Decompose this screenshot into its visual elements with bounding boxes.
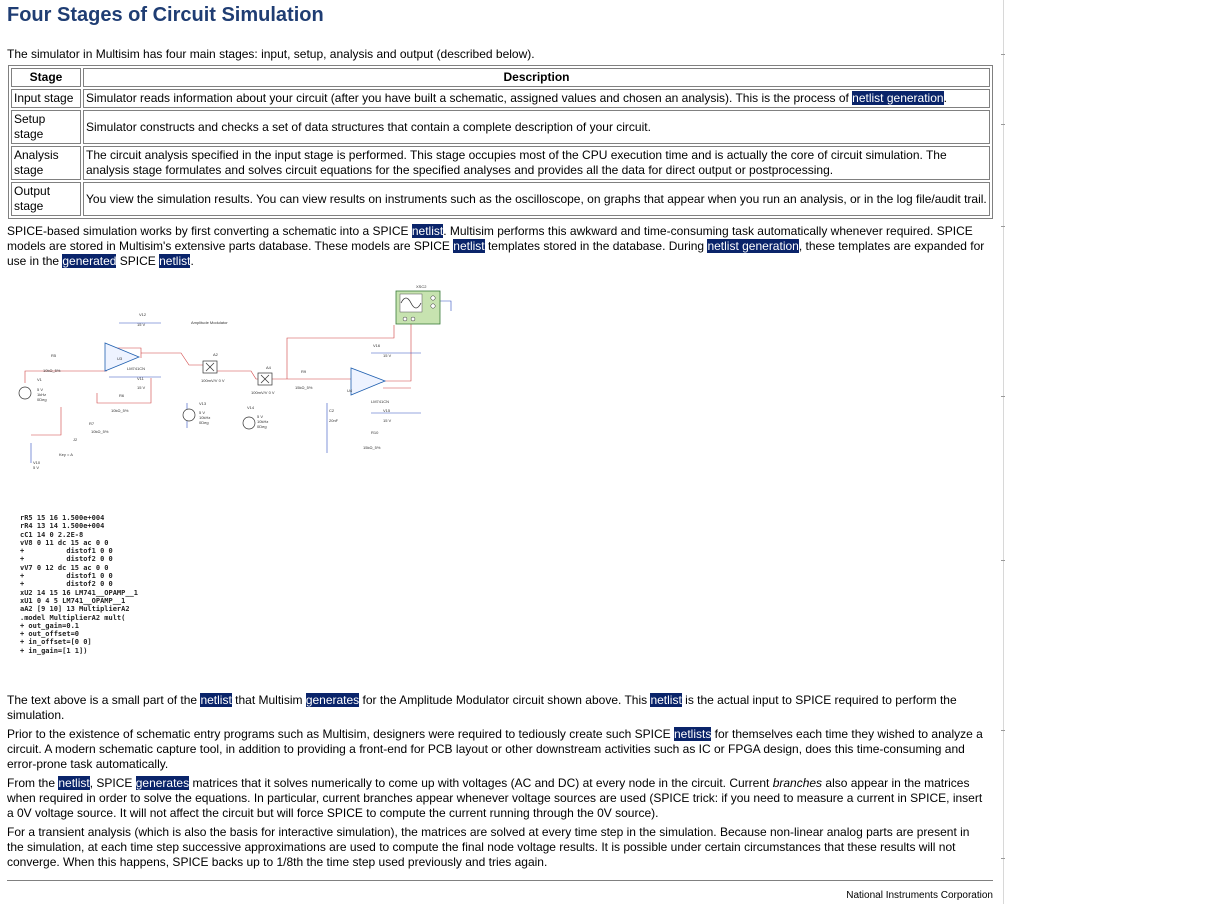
amplitude-modulator-schematic [11, 283, 471, 473]
label: 5 V [257, 414, 264, 419]
emphasis: branches [772, 776, 823, 790]
label: Key = A [59, 452, 73, 457]
text: for the Amplitude Modulator circuit shown above. This [359, 693, 651, 707]
label: 0Deg [37, 397, 47, 402]
table-row [11, 110, 990, 144]
stage-cell: Input stage [11, 89, 81, 108]
footer-text: National Instruments Corporation [846, 890, 993, 901]
netlist-paragraph [7, 693, 987, 723]
netlist-line: xU2 14 15 16 LM741__OPAMP__1 [20, 588, 139, 597]
label: V14 [247, 405, 255, 410]
scroll-frame-line [1003, 0, 1004, 904]
label: A4 [266, 365, 271, 370]
netlist-line: rR4 13 14 1.500e+004 [20, 522, 105, 531]
netlist-line: + out_gain=0.1 [20, 621, 80, 630]
label: 10kΩ_5% [43, 368, 61, 373]
page-title: Four Stages of Circuit Simulation [7, 4, 324, 26]
label: V15 [383, 408, 391, 413]
label: 10kHz [257, 419, 269, 424]
label: 15 V [137, 385, 146, 390]
table-row [11, 89, 990, 108]
help-page [7, 0, 993, 901]
label: LM741CN [371, 399, 390, 404]
text: SPICE-based simulation works by first converting a schematic into a SPICE [7, 224, 412, 238]
netlist-line: vV7 0 12 dc 15 ac 0 0 [20, 563, 109, 572]
highlight-term[interactable]: netlist generation [852, 91, 944, 105]
stage-cell: Output stage [11, 182, 81, 216]
text: . [190, 254, 194, 268]
label: U4 [347, 388, 353, 393]
label: U3 [117, 356, 123, 361]
transient-paragraph: For a transient analysis (which is also the basis for interactive simulation), the matrices are solved at every time step in the simulation. Because non-linear analog parts are present in the simulation, at each time step successive approximations are used to compute the final node voltage results. It is possible under certain circumstances that these results will not converge. When this happens, SPICE backs up to 1/8th the time step used previously and tries again. [7, 825, 970, 869]
label: 20nF [329, 418, 339, 423]
text: also appear in the matrices when required in order to solve the equations. In particular, current branches appear whenever voltage sources are used (SPICE trick: if you need to measure a current in SPICE, insert a 0V voltage source. It will not affect the circuit but will force SPICE to compute the current running through the 0V source). [7, 776, 983, 820]
label: V13 [199, 401, 207, 406]
label: 15kΩ_5% [295, 385, 313, 390]
netlist-line: + out_offset=0 [20, 630, 80, 639]
label: 5 V [37, 387, 44, 392]
history-paragraph [7, 727, 987, 772]
label: V12 [139, 312, 147, 317]
highlight-term[interactable]: netlist [200, 693, 232, 707]
label: 10kΩ_5% [111, 408, 129, 413]
label: 15 V [137, 322, 146, 327]
label: LM741CN [127, 366, 146, 371]
highlight-term[interactable]: netlist [411, 224, 444, 238]
netlist-line: + in_offset=[0 0] [20, 638, 92, 647]
label: 10kHz [199, 415, 211, 420]
label: 100mV/V 0 V [251, 390, 275, 395]
netlist-line: rR5 15 16 1.500e+004 [20, 514, 105, 522]
netlist-line: xU1 0 4 5 LM741__OPAMP__1 [20, 596, 126, 605]
label: J2 [73, 437, 78, 442]
header-stage: Stage [11, 68, 81, 87]
label: 0Deg [199, 420, 209, 425]
label: R5 [51, 353, 57, 358]
netlist-line: .model MultiplierA2 mult( [20, 613, 126, 622]
netlist-line: + distof2 0 0 [20, 555, 113, 564]
label: 5 V [199, 410, 206, 415]
netlist-line: cC1 14 0 2.2E-8 [20, 530, 84, 539]
oscilloscope-icon [396, 291, 440, 324]
text: matrices that it solves numerically to come up with voltages (AC and DC) at every node in the circuit. Current [189, 776, 773, 790]
label: A2 [213, 352, 218, 357]
table-header-row [11, 68, 990, 87]
netlist-line: + distof1 0 0 [20, 547, 113, 556]
highlight-term[interactable]: netlist [58, 776, 90, 790]
description-cell [83, 89, 990, 108]
description-cell: You view the simulation results. You can view results on instruments such as the oscilloscope, on graphs that appear when you run an analysis, or in the log file/audit trail. [83, 182, 990, 216]
text: . Multisim performs this awkward and time-consuming task automatically whenever required. SPICE models are stored in Multisim's extensive parts database. These models are SPICE [7, 224, 973, 253]
text: , SPICE [89, 776, 136, 790]
label: V10 [33, 460, 41, 465]
text: SPICE [116, 254, 160, 268]
label: C2 [329, 408, 335, 413]
highlight-term[interactable]: generated [62, 254, 117, 268]
description-cell: Simulator constructs and checks a set of data structures that contain a complete description of your circuit. [83, 110, 990, 144]
highlight-term[interactable]: netlist [159, 254, 191, 268]
label: V1 [37, 377, 42, 382]
label: 10kΩ_5% [91, 429, 109, 434]
highlight-term[interactable]: generates [305, 693, 360, 707]
netlist-line: + distof1 0 0 [20, 572, 113, 581]
highlight-term[interactable]: generates [135, 776, 190, 790]
label: V16 [373, 343, 381, 348]
circuit-heading: Amplitude Modulator [191, 320, 228, 325]
label: R6 [119, 393, 125, 398]
netlist-line: + in_gain=[1 1]) [20, 646, 88, 655]
highlight-term[interactable]: netlist generation [707, 239, 799, 253]
text: that Multisim [231, 693, 306, 707]
label: 5 V [33, 465, 40, 470]
label: V11 [137, 376, 144, 381]
label: 0Deg [257, 424, 267, 429]
table-row [11, 182, 990, 216]
text: is the actual input to SPICE required to perform the simulation. [7, 693, 957, 722]
text: From the [7, 776, 59, 790]
matrices-paragraph [7, 776, 987, 821]
footer-divider [7, 880, 993, 881]
stage-cell: Setup stage [11, 110, 81, 144]
xsc-label: XSC2 [416, 284, 427, 289]
label: 15 V [383, 418, 392, 423]
netlist-line: aA2 [9 10] 13 MultiplierA2 [20, 605, 130, 614]
description-cell: The circuit analysis specified in the input stage is performed. This stage occupies most of the CPU execution time and is actually the core of circuit simulation. The analysis stage formulates and solves circuit equations for the specified analyses and provides all the data for direct output or postprocessing. [83, 146, 990, 180]
stages-table [8, 65, 993, 219]
spice-paragraph [7, 224, 987, 269]
label: 1kHz [37, 392, 47, 397]
header-description: Description [83, 68, 990, 87]
netlist-line: vV8 0 11 dc 15 ac 0 0 [20, 538, 109, 547]
highlight-term[interactable]: netlist [650, 693, 682, 707]
highlight-term[interactable]: netlist [453, 239, 485, 253]
netlist-line: + distof2 0 0 [20, 580, 113, 589]
text: , these templates are expanded for use in the [7, 239, 985, 268]
text: for themselves each time they wished to analyze a circuit. A modern schematic capture tool, in addition to providing a front-end for PCB layout or other downstream activities such as IC or FPGA design, does this time-consuming and error-prone task automatically. [7, 727, 983, 771]
text: Prior to the existence of schematic entry programs such as Multisim, designers were required to tediously create such SPICE [7, 727, 674, 741]
description-text: Simulator reads information about your circuit (after you have built a schematic, assigned values and chosen an analysis). This is the process of [86, 91, 853, 105]
table-row [11, 146, 990, 180]
highlight-term[interactable]: netlists [673, 727, 712, 741]
stage-cell: Analysis stage [11, 146, 81, 180]
text: templates stored in the database. During [484, 239, 708, 253]
label: R10 [371, 430, 379, 435]
text: The text above is a small part of the [7, 693, 201, 707]
label: R7 [89, 421, 95, 426]
intro-paragraph: The simulator in Multisim has four main stages: input, setup, analysis and output (described below). [7, 47, 535, 61]
label: 100mV/V 0 V [201, 378, 225, 383]
label: 15kΩ_5% [363, 445, 381, 450]
description-text: . [943, 91, 947, 105]
label: 15 V [383, 353, 392, 358]
netlist-listing [20, 514, 138, 655]
label: R9 [301, 369, 307, 374]
